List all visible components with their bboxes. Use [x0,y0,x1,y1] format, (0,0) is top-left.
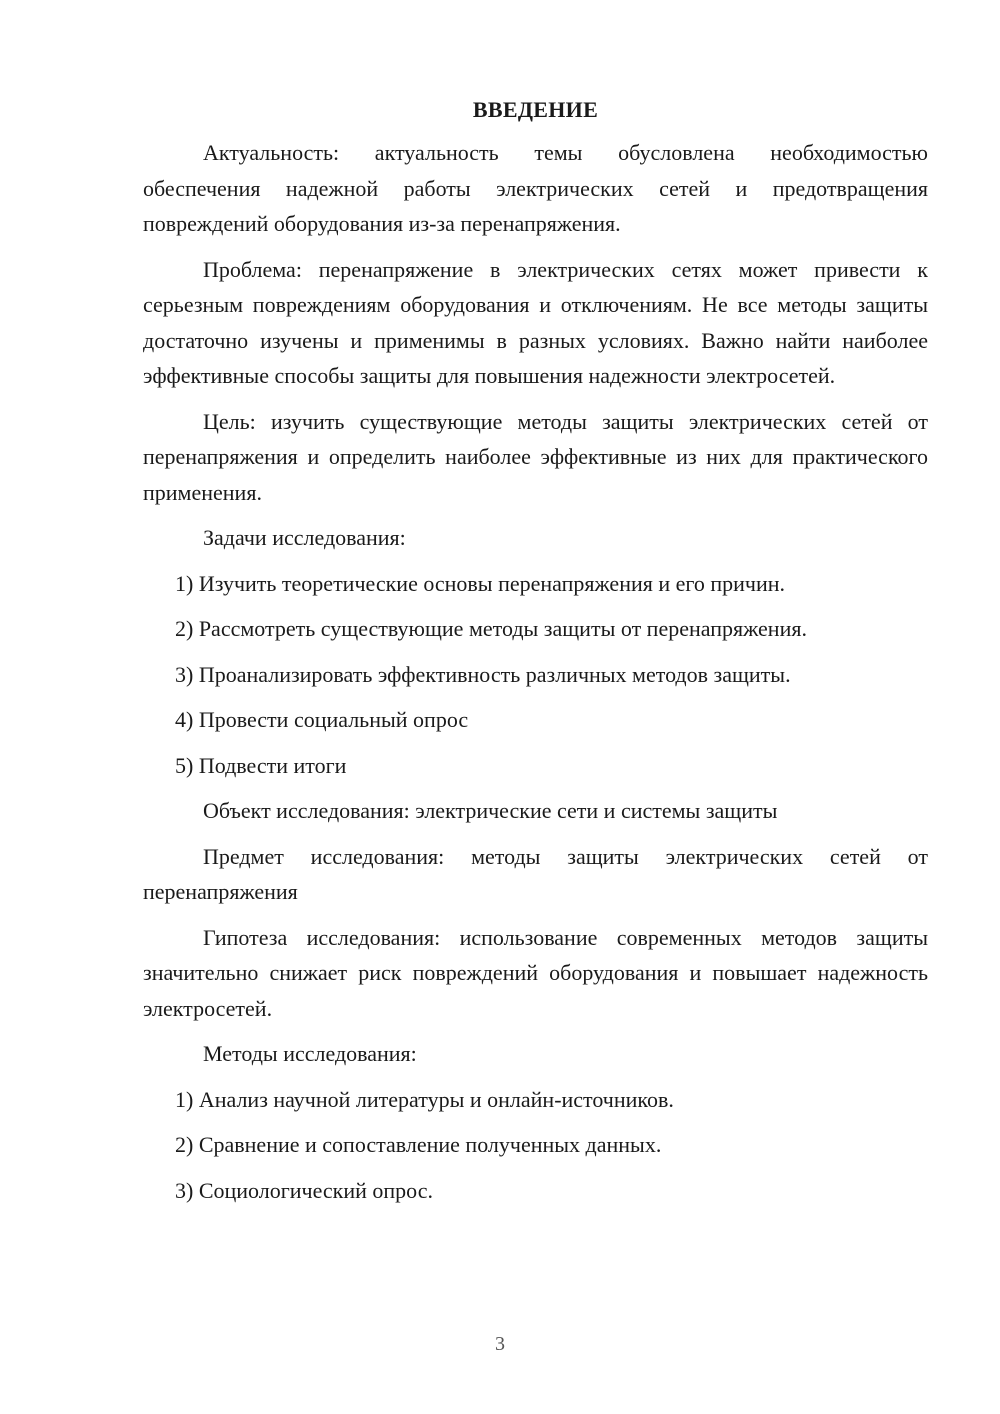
page-number: 3 [495,1333,505,1355]
problem-paragraph: Проблема: перенапряжение в электрических сетях может привести к серьезным повреждениям оборудования и отключениям. Не все методы защиты достаточно изучены и применимы в разных условиях. Важно найти наиболее эффективные способы защиты для повышения надежности электросетей. [143,256,928,388]
list-item: 1) Изучить теоретические основы перенапряжения и его причин. [175,570,786,596]
page-title: ВВЕДЕНИЕ [472,97,599,122]
list-item: 2) Сравнение и сопоставление полученных данных. [175,1132,662,1157]
methods-list [143,1082,928,1209]
subject-paragraph: Предмет исследования: методы защиты электрических сетей от перенапряжения [143,843,928,904]
list-item: 2) Рассмотреть существующие методы защиты от перенапряжения. [175,616,807,641]
hypothesis-paragraph: Гипотеза исследования: использование современных методов защиты значительно снижает риск повреждений оборудования и повышает надежность электросетей. [143,924,928,1021]
object-line: Объект исследования: электрические сети и системы защиты [203,798,778,823]
list-item: 5) Подвести итоги [175,752,347,778]
goal-paragraph: Цель: изучить существующие методы защиты электрических сетей от перенапряжения и определить наиболее эффективные из них для практического применения. [143,408,928,505]
list-item: 3) Социологический опрос. [175,1177,433,1203]
list-item: 3) Проанализировать эффективность различных методов защиты. [175,661,791,687]
document-page [143,95,928,1218]
list-item: 1) Анализ научной литературы и онлайн-источников. [175,1086,674,1112]
relevance-paragraph: Актуальность: актуальность темы обусловлена необходимостью обеспечения надежной работы электрических сетей и предотвращения повреждений оборудования из-за перенапряжения. [143,140,928,236]
tasks-heading: Задачи исследования: [203,525,406,550]
list-item: 4) Провести социальный опрос [175,707,469,732]
methods-heading: Методы исследования: [203,1041,417,1066]
tasks-list [143,566,928,784]
